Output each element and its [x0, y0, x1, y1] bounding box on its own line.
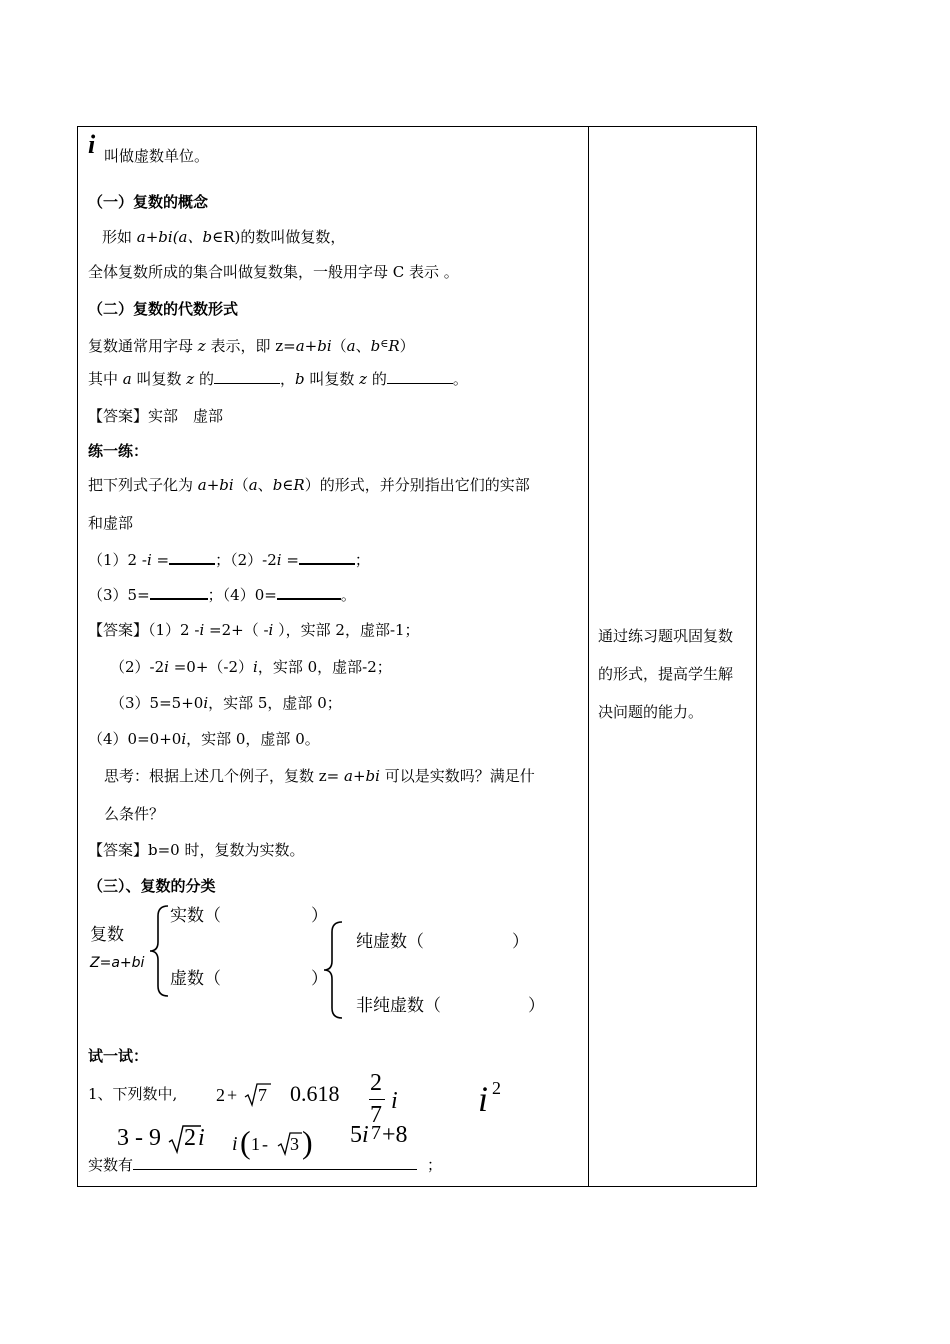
- sec1-line1: 形如 a+bi(a、b∈R)的数叫做复数，: [102, 228, 346, 246]
- column-divider: [588, 126, 589, 1187]
- sec2-answer: 【答案】实部 虚部: [88, 407, 224, 425]
- num-5i7-plus-8: 5i: [350, 1122, 369, 1148]
- blank-q2[interactable]: [299, 549, 355, 565]
- class-root-formula: Z=a+bi: [90, 955, 145, 971]
- sqrt2-i: i: [198, 1125, 205, 1151]
- brace-left: [148, 904, 172, 998]
- class-real: 实数（: [170, 906, 221, 926]
- practice-prompt-line1: 把下列式子化为 a+bi（a、b∈R）的形式，并分别指出它们的实部: [88, 476, 530, 494]
- num-i-squared-exp: 2: [492, 1078, 501, 1098]
- frac-num: 2: [370, 1070, 382, 1096]
- practice-prompt-line2: 和虚部: [88, 514, 134, 532]
- frac-den: 7: [370, 1102, 382, 1128]
- blank-q3[interactable]: [150, 584, 208, 600]
- try-heading: 试一试：: [88, 1047, 149, 1065]
- class-imag: 虚数（: [170, 969, 221, 989]
- practice-q12: （1）2 -i = ；（2）-2i = ；: [88, 551, 370, 569]
- sqrt7-radicand: 7: [258, 1085, 267, 1105]
- exp-7: 7: [371, 1122, 381, 1144]
- blank-real-part[interactable]: [214, 369, 280, 384]
- frac-i: i: [391, 1088, 398, 1114]
- class-pure-close: ）: [512, 932, 529, 952]
- class-root-label: 复数: [90, 925, 124, 945]
- inner-1-minus: 1 -: [251, 1134, 268, 1154]
- class-imag-close: ）: [311, 969, 328, 989]
- think-line2: 么条件？: [104, 805, 165, 823]
- num-i-1-minus-sqrt3: i: [232, 1133, 238, 1155]
- practice-answer-2: （2）-2i =0+（-2）i，实部 0，虚部-2；: [110, 658, 392, 676]
- practice-heading: 练一练：: [88, 442, 149, 460]
- think-answer: 【答案】b=0 时，复数为实数。: [88, 841, 305, 859]
- blank-q1[interactable]: [169, 549, 215, 565]
- num-2-plus-sqrt7: 2 +: [216, 1085, 238, 1105]
- brace-right: [322, 920, 346, 1020]
- sqrt3-radicand: 3: [290, 1134, 299, 1154]
- practice-q34: （3）5= ；（4）0= 。: [88, 586, 356, 604]
- practice-answer-1: 【答案】（1）2 -i =2+（ -i ），实部 2，虚部-1；: [88, 621, 420, 639]
- class-nonpure: 非纯虚数（: [356, 996, 441, 1016]
- sec2-heading: （二）复数的代数形式: [88, 300, 239, 318]
- sec1-heading: （一）复数的概念: [88, 193, 209, 211]
- class-nonpure-close: ）: [528, 996, 545, 1016]
- class-real-close: ）: [311, 906, 328, 926]
- sec3-heading: （三）、复数的分类: [88, 877, 216, 895]
- paren-open: (: [240, 1124, 251, 1160]
- blank-imag-part[interactable]: [387, 369, 453, 384]
- intro-text: 叫做虚数单位。: [104, 147, 210, 165]
- blank-real-numbers[interactable]: [133, 1155, 417, 1170]
- practice-answer-3: （3）5=5+0i，实部 5，虚部 0；: [110, 694, 342, 712]
- sqrt2-radicand: 2: [184, 1125, 196, 1151]
- imag-unit-symbol: i: [88, 130, 96, 159]
- sec2-line1: 复数通常用字母 z 表示，即 z=a+bi（a、b∈R）: [88, 337, 415, 355]
- num-3-minus-9sqrt2i: 3 - 9: [117, 1125, 161, 1151]
- right-column-note: 通过练习题巩固复数的形式，提高学生解决问题的能力。: [598, 627, 734, 721]
- practice-answer-4: （4）0=0+0i，实部 0，虚部 0。: [88, 730, 320, 748]
- try-q1: 1、下列数中,: [88, 1085, 178, 1103]
- paren-close: ): [302, 1124, 313, 1160]
- plus-8: +8: [382, 1122, 408, 1148]
- frac-bar: [369, 1099, 385, 1100]
- sec2-line2: 其中 a 叫复数 z 的 ，b 叫复数 z 的 。: [88, 370, 468, 388]
- blank-q4[interactable]: [277, 584, 341, 600]
- think-line1: 思考：根据上述几个例子，复数 z= a+bi 可以是实数吗？满足什: [104, 767, 535, 785]
- num-i-squared: i: [478, 1079, 489, 1119]
- num-0618: 0.618: [290, 1081, 340, 1106]
- class-pure: 纯虚数（: [356, 932, 424, 952]
- try-answer-line: 实数有 ；: [88, 1156, 443, 1174]
- sec1-line2: 全体复数所成的集合叫做复数集，一般用字母 C 表示 。: [88, 263, 459, 281]
